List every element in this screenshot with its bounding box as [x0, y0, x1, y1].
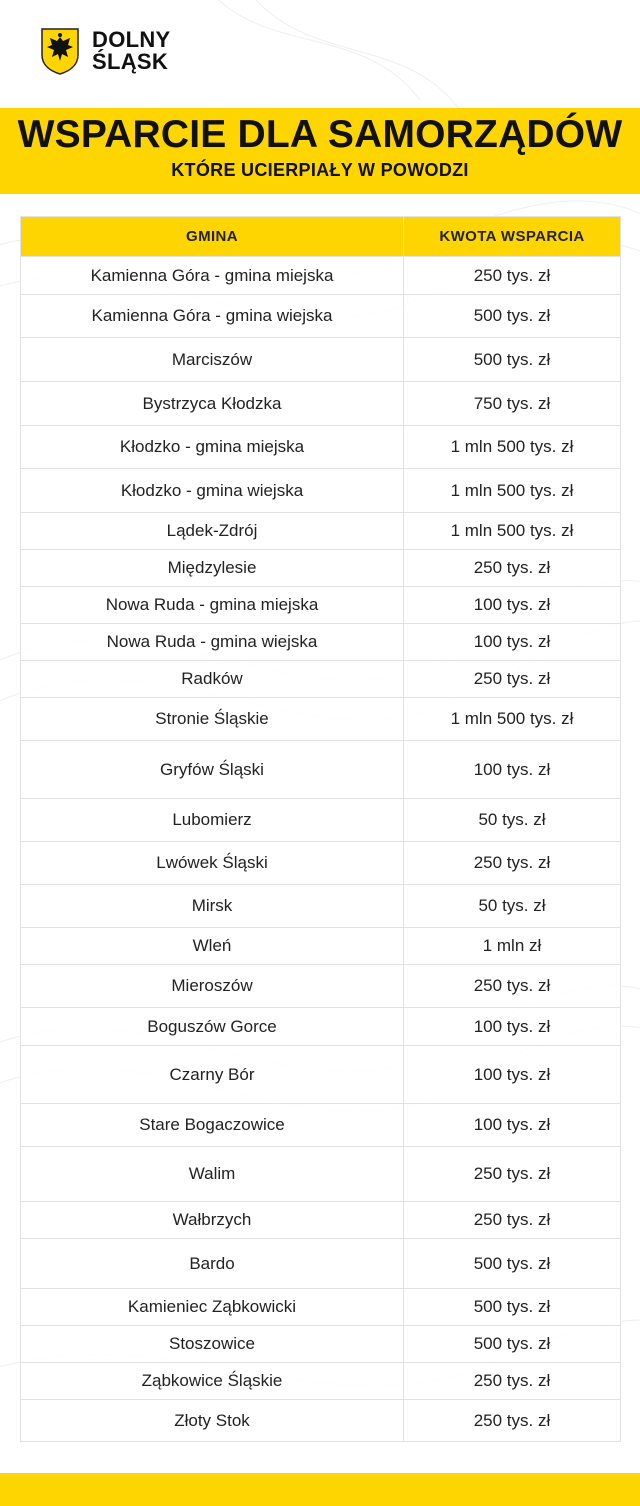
gmina-cell: Międzylesie: [21, 550, 404, 587]
table-row: [21, 842, 621, 885]
gmina-cell: Wleń: [21, 928, 404, 965]
table-row: [21, 1202, 621, 1239]
table-row: [21, 1008, 621, 1046]
table-row: [21, 1239, 621, 1289]
gmina-cell: Stronie Śląskie: [21, 698, 404, 741]
footer-bar: [0, 1473, 640, 1506]
gmina-cell: Kłodzko - gmina wiejska: [21, 469, 404, 513]
gmina-cell: Radków: [21, 661, 404, 698]
table-row: [21, 1046, 621, 1104]
gmina-cell: Kłodzko - gmina miejska: [21, 426, 404, 469]
table-row: [21, 295, 621, 338]
table-row: [21, 1400, 621, 1442]
brand-line-2: ŚLĄSK: [92, 49, 169, 74]
table-row: [21, 1326, 621, 1363]
gmina-cell: Bardo: [21, 1239, 404, 1289]
gmina-cell: Gryfów Śląski: [21, 741, 404, 799]
table-row: [21, 965, 621, 1008]
gmina-cell: Lwówek Śląski: [21, 842, 404, 885]
gmina-cell: Czarny Bór: [21, 1046, 404, 1104]
kwota-cell: 500 tys. zł: [404, 1239, 621, 1289]
table-row: [21, 698, 621, 741]
gmina-cell: Kamienna Góra - gmina wiejska: [21, 295, 404, 338]
gmina-cell: Kamieniec Ząbkowicki: [21, 1289, 404, 1326]
kwota-cell: 250 tys. zł: [404, 1147, 621, 1202]
kwota-cell: 1 mln 500 tys. zł: [404, 469, 621, 513]
gmina-cell: Ząbkowice Śląskie: [21, 1363, 404, 1400]
table-row: [21, 338, 621, 382]
header-kwota: KWOTA WSPARCIA: [404, 217, 621, 257]
kwota-cell: 250 tys. zł: [404, 1202, 621, 1239]
kwota-cell: 100 tys. zł: [404, 624, 621, 661]
table-row: [21, 1147, 621, 1202]
kwota-cell: 250 tys. zł: [404, 257, 621, 295]
table-row: [21, 1363, 621, 1400]
kwota-cell: 500 tys. zł: [404, 1289, 621, 1326]
gmina-cell: Marciszów: [21, 338, 404, 382]
gmina-cell: Boguszów Gorce: [21, 1008, 404, 1046]
page-subtitle: KTÓRE UCIERPIAŁY W POWODZI: [171, 160, 469, 180]
kwota-cell: 100 tys. zł: [404, 1046, 621, 1104]
table-row: [21, 469, 621, 513]
eagle-crest-icon: [40, 27, 80, 75]
kwota-cell: 100 tys. zł: [404, 741, 621, 799]
gmina-cell: Stare Bogaczowice: [21, 1104, 404, 1147]
kwota-cell: 250 tys. zł: [404, 965, 621, 1008]
gmina-cell: Złoty Stok: [21, 1400, 404, 1442]
table-row: [21, 624, 621, 661]
gmina-cell: Wałbrzych: [21, 1202, 404, 1239]
gmina-cell: Nowa Ruda - gmina wiejska: [21, 624, 404, 661]
kwota-cell: 1 mln 500 tys. zł: [404, 426, 621, 469]
kwota-cell: 1 mln zł: [404, 928, 621, 965]
kwota-cell: 100 tys. zł: [404, 1104, 621, 1147]
gmina-cell: Mirsk: [21, 885, 404, 928]
table-row: [21, 513, 621, 550]
header-gmina: GMINA: [21, 217, 404, 257]
gmina-cell: Lądek-Zdrój: [21, 513, 404, 550]
kwota-cell: 50 tys. zł: [404, 885, 621, 928]
table-row: [21, 257, 621, 295]
gmina-cell: Lubomierz: [21, 799, 404, 842]
gmina-cell: Stoszowice: [21, 1326, 404, 1363]
title-banner: [0, 108, 640, 194]
table-row: [21, 741, 621, 799]
gmina-cell: Nowa Ruda - gmina miejska: [21, 587, 404, 624]
table-header-row: [21, 217, 621, 257]
kwota-cell: 1 mln 500 tys. zł: [404, 698, 621, 741]
table-row: [21, 1289, 621, 1326]
table-row: [21, 587, 621, 624]
table-row: [21, 928, 621, 965]
brand-logo: [40, 27, 171, 75]
kwota-cell: 250 tys. zł: [404, 1400, 621, 1442]
support-table: [20, 216, 621, 1442]
gmina-cell: Walim: [21, 1147, 404, 1202]
gmina-cell: Kamienna Góra - gmina miejska: [21, 257, 404, 295]
table-row: [21, 661, 621, 698]
kwota-cell: 750 tys. zł: [404, 382, 621, 426]
kwota-cell: 250 tys. zł: [404, 550, 621, 587]
kwota-cell: 250 tys. zł: [404, 842, 621, 885]
table-row: [21, 426, 621, 469]
kwota-cell: 1 mln 500 tys. zł: [404, 513, 621, 550]
table-row: [21, 550, 621, 587]
kwota-cell: 50 tys. zł: [404, 799, 621, 842]
table-row: [21, 1104, 621, 1147]
kwota-cell: 250 tys. zł: [404, 661, 621, 698]
kwota-cell: 500 tys. zł: [404, 338, 621, 382]
kwota-cell: 500 tys. zł: [404, 295, 621, 338]
page-title: WSPARCIE DLA SAMORZĄDÓW: [17, 113, 623, 156]
support-table-container: [20, 216, 620, 1442]
gmina-cell: Mieroszów: [21, 965, 404, 1008]
brand-line-1: DOLNY: [92, 27, 171, 52]
table-row: [21, 885, 621, 928]
gmina-cell: Bystrzyca Kłodzka: [21, 382, 404, 426]
table-row: [21, 382, 621, 426]
kwota-cell: 100 tys. zł: [404, 1008, 621, 1046]
kwota-cell: 250 tys. zł: [404, 1363, 621, 1400]
kwota-cell: 100 tys. zł: [404, 587, 621, 624]
table-row: [21, 799, 621, 842]
kwota-cell: 500 tys. zł: [404, 1326, 621, 1363]
